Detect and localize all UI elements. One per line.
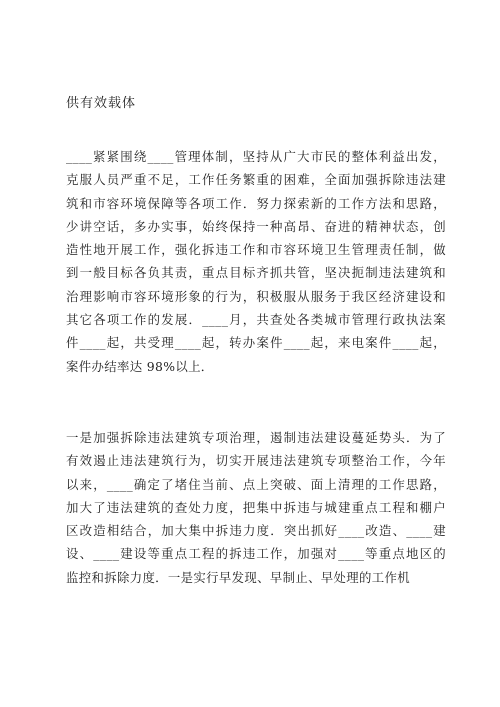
paragraph-line: 一是加强拆除违法建筑专项治理，遏制违法建设蔓延势头．为了 — [66, 430, 446, 445]
paragraph-line: 其它各项工作的发展．____月，共查处各类城市管理行政执法案 — [66, 312, 446, 328]
paragraph-line: 到一般目标各负其责，重点目标齐抓共管，坚决扼制违法建筑和 — [66, 265, 446, 281]
paragraph-line: 造性地开展工作，强化拆违工作和市容环境卫生管理责任制，做 — [66, 242, 446, 258]
paragraph-line: 件____起，共受理____起，转办案件____起，来电案件____起， — [66, 335, 446, 351]
paragraph-line: 克服人员严重不足，工作任务繁重的困难，全面加强拆除违法建 — [66, 172, 446, 188]
paragraph-line: 监控和拆除力度．一是实行早发现、早制止、早处理的工作机 — [66, 569, 410, 585]
paragraph-2 — [66, 426, 446, 589]
paragraph-line: 筑和市容环境保障等各项工作．努力探索新的工作方法和思路， — [66, 195, 446, 211]
paragraph-line: ____紧紧围绕____管理体制，坚持从广大市民的整体利益出发， — [66, 149, 446, 164]
paragraph-line: 加大了违法建筑的查处力度，把集中拆违与城建重点工程和棚户 — [66, 499, 446, 515]
paragraph-line: 区改造相结合，加大集中拆违力度．突出抓好____改造、____建 — [66, 523, 446, 539]
paragraph-line: 少讲空话，多办实事，始终保持一种高昂、奋进的精神状态，创 — [66, 218, 446, 234]
paragraph-line: 以来，____确定了堵住当前、点上突破、面上清理的工作思路， — [66, 476, 446, 492]
section-heading: 供有效载体 — [66, 96, 137, 111]
paragraph-line: 治理影响市容环境形象的行为，积极服从服务于我区经济建设和 — [66, 288, 446, 304]
paragraph-line: 设、____建设等重点工程的拆违工作，加强对____等重点地区的 — [66, 546, 446, 562]
paragraph-line: 有效遏止违法建筑行为，切实开展违法建筑专项整治工作，今年 — [66, 453, 446, 469]
paragraph-line: 案件办结率达 98%以上． — [66, 358, 214, 374]
paragraph-1 — [66, 145, 446, 378]
